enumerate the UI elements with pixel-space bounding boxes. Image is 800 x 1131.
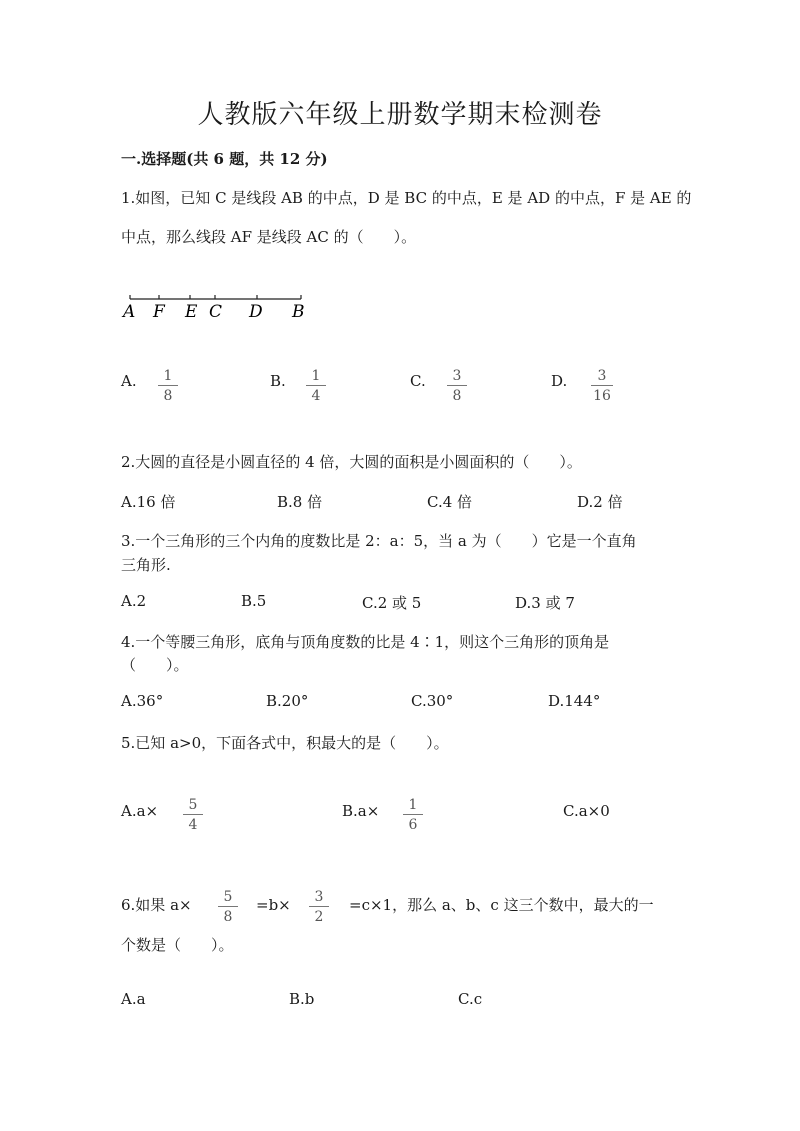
q4-option-d: D.144° (548, 692, 601, 710)
q5-option-a-label: A.a× (121, 802, 159, 820)
point-label-E: E (185, 302, 198, 322)
q3-option-c: C.2 或 5 (362, 594, 422, 612)
q2-option-a: A.16 倍 (121, 493, 176, 511)
q2-option-c: C.4 倍 (427, 493, 473, 511)
q1-text-line2: 中点，那么线段 AF 是线段 AC 的（ ）。 (121, 228, 417, 246)
q1-option-d-fraction: 3 16 (589, 369, 615, 403)
page-title: 人教版六年级上册数学期末检测卷 (197, 100, 603, 130)
point-label-D: D (249, 302, 263, 322)
q1-option-c-fraction: 3 8 (445, 369, 469, 403)
q6-text-pre: 6.如果 a× (121, 896, 192, 914)
q6-option-a: A.a (121, 990, 146, 1008)
q6-text-line2: 个数是（ ）。 (121, 936, 234, 954)
q1-option-b-label: B. (270, 372, 286, 390)
q6-option-c: C.c (458, 990, 483, 1008)
q3-text-line1: 3.一个三角形的三个内角的度数比是 2：a：5，当 a 为（ ）它是一个直角 (121, 532, 637, 550)
q1-text-line1: 1.如图，已知 C 是线段 AB 的中点，D 是 BC 的中点，E 是 AD 的中点，F 是 AE 的 (121, 189, 692, 207)
q5-option-b-label: B.a× (342, 802, 380, 820)
point-label-F: F (153, 302, 165, 322)
q1-option-a-fraction: 1 8 (156, 369, 180, 403)
section-heading: 一.选择题(共 6 题，共 12 分) (121, 150, 328, 168)
point-label-A: A (123, 302, 136, 322)
q3-option-b: B.5 (241, 592, 267, 610)
q5-option-b-fraction: 1 6 (401, 798, 425, 832)
q4-option-a: A.36° (121, 692, 164, 710)
q3-option-a: A.2 (121, 592, 147, 610)
q4-option-c: C.30° (411, 692, 454, 710)
q6-text-post: =c×1，那么 a、b、c 这三个数中，最大的一 (349, 896, 654, 914)
q6-option-b: B.b (289, 990, 315, 1008)
q5-option-a-fraction: 5 4 (181, 798, 205, 832)
q1-option-a-label: A. (121, 372, 137, 390)
q4-text-line2: （ ）。 (121, 656, 189, 674)
q1-option-d-label: D. (551, 372, 568, 390)
q5-text: 5.已知 a>0，下面各式中，积最大的是（ ）。 (121, 734, 449, 752)
q6-fraction-2: 3 2 (307, 890, 331, 924)
q2-text: 2.大圆的直径是小圆直径的 4 倍，大圆的面积是小圆面积的（ ）。 (121, 453, 582, 471)
q6-fraction-1: 5 8 (216, 890, 240, 924)
q3-option-d: D.3 或 7 (515, 594, 575, 612)
q3-text-line2: 三角形. (121, 556, 171, 574)
q1-option-c-label: C. (410, 372, 426, 390)
q1-option-b-fraction: 1 4 (304, 369, 328, 403)
q2-option-d: D.2 倍 (577, 493, 623, 511)
q5-option-c: C.a×0 (563, 802, 610, 820)
q6-text-mid: =b× (256, 896, 291, 914)
point-label-C: C (209, 302, 223, 322)
line-segment-diagram (118, 290, 318, 324)
q2-option-b: B.8 倍 (277, 493, 323, 511)
q4-text-line1: 4.一个等腰三角形，底角与顶角度数的比是 4∶1，则这个三角形的顶角是 (121, 633, 610, 651)
point-label-B: B (292, 302, 305, 322)
q4-option-b: B.20° (266, 692, 309, 710)
